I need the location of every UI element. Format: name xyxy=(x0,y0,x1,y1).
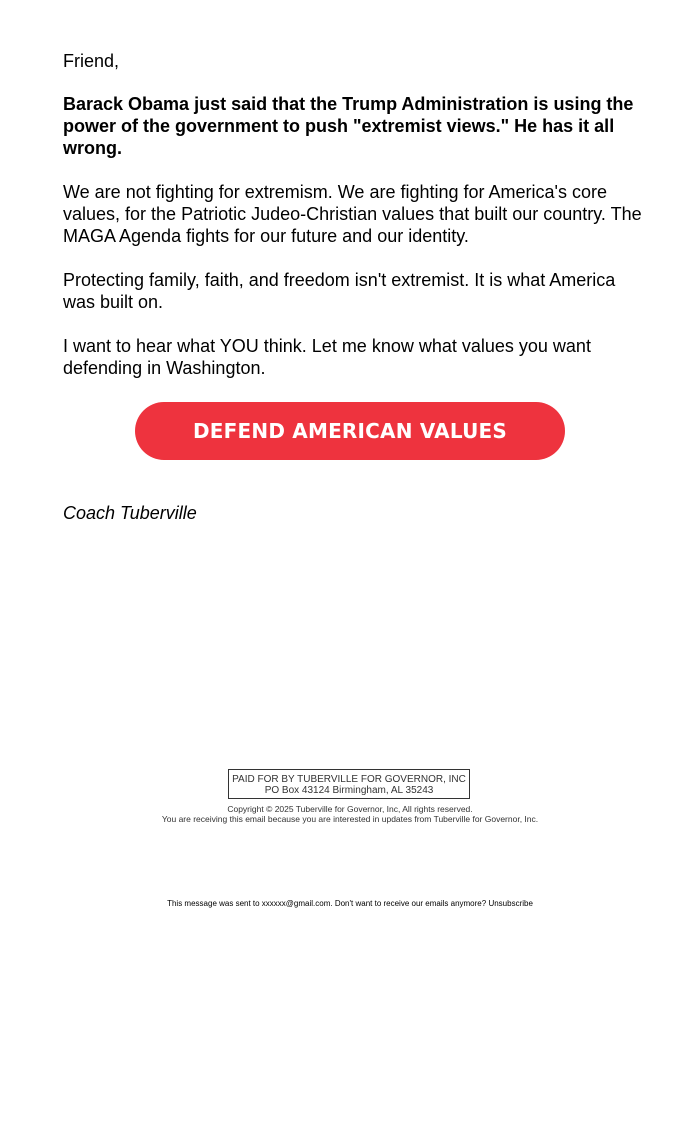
body-paragraph-1: We are not fighting for extremism. We are fighting for America's core values, for the Patriotic Judeo-Christian values that built our country. The MAGA Agenda fights for our future and our identity. xyxy=(63,182,642,246)
unsubscribe-link[interactable]: Unsubscribe xyxy=(488,899,533,908)
address-line: PO Box 43124 Birmingham, AL 35243 xyxy=(264,785,434,796)
defend-american-values-button[interactable]: DEFEND AMERICAN VALUES xyxy=(135,402,565,460)
headline: Barack Obama just said that the Trump Administration is using the power of the government to push "extremist views." He has it all wrong. xyxy=(63,94,634,158)
email-body xyxy=(63,50,643,401)
unsubscribe-line xyxy=(0,899,700,909)
sent-to-text: This message was sent to xxxxxx@gmail.com. Don't want to receive our emails anymore? xyxy=(167,899,487,908)
paid-for-line: PAID FOR BY TUBERVILLE FOR GOVERNOR, INC xyxy=(232,774,466,785)
greeting: Friend, xyxy=(63,51,120,71)
body-paragraph-3: I want to hear what YOU think. Let me know what values you want defending in Washington. xyxy=(63,336,591,378)
paid-for-disclaimer-box xyxy=(228,769,470,799)
body-paragraph-2: Protecting family, faith, and freedom isn't extremist. It is what America was built on. xyxy=(63,270,616,312)
signature: Coach Tuberville xyxy=(63,503,197,523)
receiving-reason-line: You are receiving this email because you are interested in updates from Tuberville for Governor, Inc. xyxy=(161,814,539,824)
copyright-line: Copyright © 2025 Tuberville for Governor, Inc, All rights reserved. xyxy=(227,804,473,814)
footer-legal xyxy=(0,804,700,824)
cta-container xyxy=(135,402,565,460)
